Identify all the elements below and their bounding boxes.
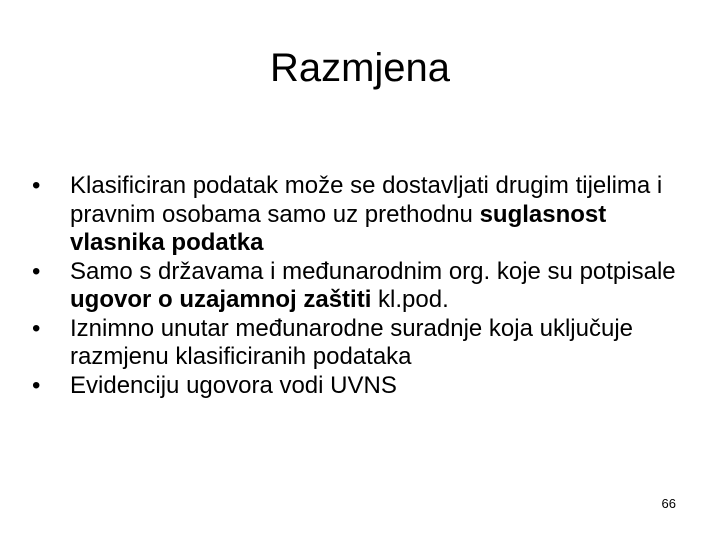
bullet-text-after: kl.pod. bbox=[371, 286, 449, 313]
bullet-bold-text: suglasnost vlasnika podatka bbox=[70, 200, 607, 256]
bullet-text: Iznimno unutar međunarodne suradnje koja uključuje razmjenu klasificiranih podataka bbox=[70, 314, 634, 370]
bullet-bold-text: ugovor o uzajamnoj zaštiti bbox=[70, 286, 372, 313]
bullet-item bbox=[32, 315, 692, 372]
bullet-dot-icon: • bbox=[32, 371, 41, 399]
bullet-item bbox=[32, 258, 692, 315]
bullet-dot-icon: • bbox=[32, 172, 41, 199]
bullet-item bbox=[32, 172, 692, 258]
slide-title: Razmjena bbox=[269, 46, 451, 90]
bullet-dot-icon: • bbox=[32, 314, 41, 342]
page-number: 66 bbox=[661, 496, 676, 511]
bullet-text: Samo s državama i međunarodnim org. koje su potpisale bbox=[70, 257, 676, 285]
bullet-dot-icon: • bbox=[32, 257, 41, 285]
bullet-list bbox=[32, 172, 692, 400]
bullet-text: Klasificiran podatak može se dostavljati drugim tijelima i pravnim osobama samo uz prethodnu bbox=[70, 172, 663, 228]
bullet-text: Evidenciju ugovora vodi UVNS bbox=[70, 371, 397, 399]
bullet-item bbox=[32, 372, 692, 401]
